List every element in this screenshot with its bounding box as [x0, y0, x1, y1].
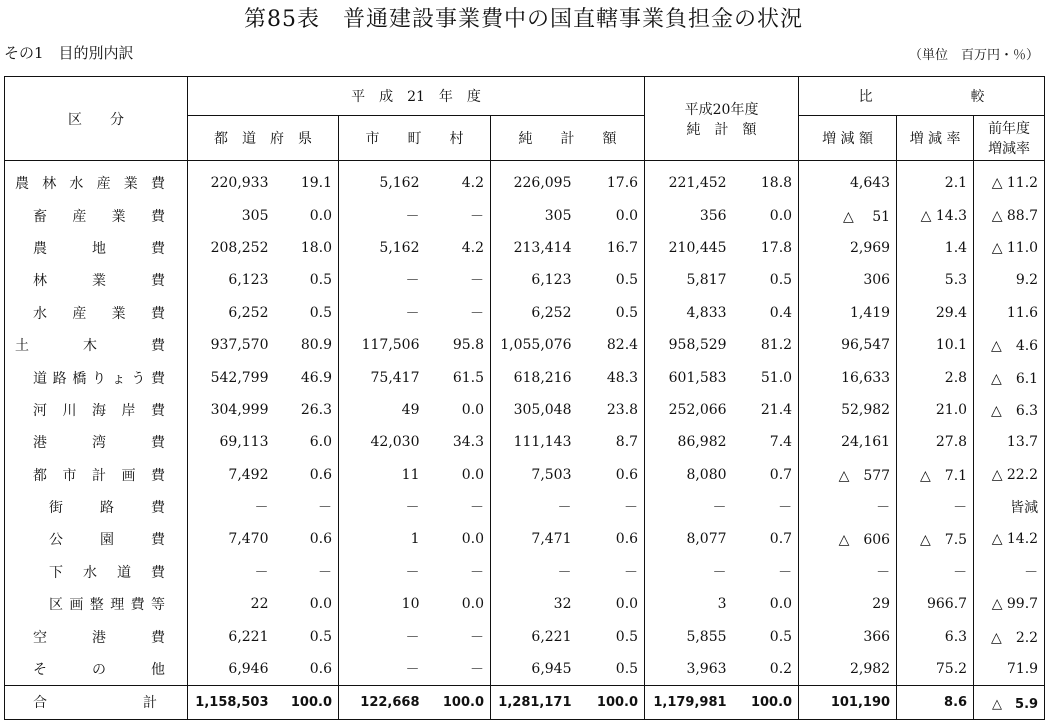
table-cell: 19.1 — [300, 175, 332, 192]
row-label — [5, 264, 188, 296]
row-label — [5, 588, 188, 620]
table-cell: 0.0 — [309, 596, 332, 613]
table-cell: 21.0 — [897, 394, 974, 426]
table-cell: 0.7 — [769, 466, 793, 483]
table-cell: － — [799, 556, 897, 588]
table-cell: － — [339, 556, 426, 588]
table-cell: 542,799 — [188, 361, 275, 393]
table-cell: 24,161 — [799, 426, 897, 458]
table-cell: － — [470, 500, 484, 517]
table-row — [5, 232, 1045, 264]
table-cell: － — [470, 564, 484, 581]
table-cell: 1 — [339, 523, 426, 555]
table-cell: 7,503 — [491, 459, 578, 491]
row-label-text: 都市計画費 — [33, 467, 165, 484]
data-table — [4, 76, 1045, 720]
table-cell: 0.5 — [309, 272, 332, 289]
table-row — [5, 329, 1045, 361]
row-label — [5, 459, 188, 491]
table-row — [5, 361, 1045, 393]
row-label — [5, 426, 188, 458]
header-zogen-ritsu: 増 減 率 — [897, 116, 974, 161]
table-cell: 10 — [339, 588, 426, 620]
row-label-text: 河川海岸費 — [33, 402, 165, 419]
table-cell: 0.0 — [309, 207, 332, 224]
table-row — [5, 199, 1045, 231]
table-cell: 122,668 — [339, 686, 426, 719]
table-cell: 27.8 — [897, 426, 974, 458]
row-label-text: 空港費 — [33, 629, 165, 646]
table-cell: 32 — [491, 588, 578, 620]
table-cell: 5,817 — [645, 264, 733, 296]
table-row — [5, 620, 1045, 652]
table-cell: 8,080 — [645, 459, 733, 491]
table-cell: 6,123 — [188, 264, 275, 296]
row-label — [5, 161, 188, 200]
table-cell: 2.8 — [897, 361, 974, 393]
table-cell: － — [470, 662, 484, 679]
table-cell: △ 14.2 — [974, 523, 1045, 555]
table-cell: 0.6 — [615, 466, 639, 483]
table-cell: 0.4 — [769, 304, 793, 321]
table-cell: 0.6 — [309, 531, 332, 548]
table-cell: 0.0 — [769, 207, 793, 224]
row-label — [5, 620, 188, 652]
table-cell: 6,252 — [491, 297, 578, 329]
header-todofuken: 都 道 府 県 — [188, 116, 339, 161]
table-cell: 304,999 — [188, 394, 275, 426]
table-cell: 10.1 — [897, 329, 974, 361]
table-cell: 3,963 — [645, 653, 733, 686]
table-cell: 220,933 — [188, 161, 275, 200]
table-cell: － — [339, 620, 426, 652]
table-row — [5, 556, 1045, 588]
table-cell: 6,945 — [491, 653, 578, 686]
table-cell: 210,445 — [645, 232, 733, 264]
row-label — [5, 361, 188, 393]
table-cell: △ 4.6 — [974, 329, 1045, 361]
header-shichoson: 市 町 村 — [339, 116, 491, 161]
table-cell: 0.5 — [615, 304, 639, 321]
row-label-text: 区画整理費等 — [49, 597, 165, 614]
table-cell: △ 2.2 — [974, 620, 1045, 652]
row-label — [5, 491, 188, 523]
header-h20-line2: 純 計 額 — [686, 121, 757, 138]
table-cell: 100.0 — [426, 686, 491, 719]
table-cell: 226,095 — [491, 161, 578, 200]
table-cell: 6,252 — [188, 297, 275, 329]
table-cell: 966.7 — [897, 588, 974, 620]
table-cell: 0.5 — [769, 628, 793, 645]
row-label-text: 畜産業費 — [33, 208, 165, 225]
table-cell: 5,162 — [339, 161, 426, 200]
table-cell: 18.0 — [300, 239, 332, 256]
table-cell: 96,547 — [799, 329, 897, 361]
table-cell: 305 — [188, 199, 275, 231]
header-hikaku: 比 較 — [799, 77, 1045, 116]
table-cell: 18.8 — [760, 175, 793, 192]
table-cell: 42,030 — [339, 426, 426, 458]
table-cell: 937,570 — [188, 329, 275, 361]
table-cell: 100.0 — [578, 686, 645, 719]
table-cell: － — [470, 305, 484, 322]
table-cell: 0.6 — [309, 466, 332, 483]
table-cell: 0.6 — [309, 661, 332, 678]
table-cell: △ 6.3 — [974, 394, 1045, 426]
table-cell: 8,077 — [645, 523, 733, 555]
table-cell: 0.5 — [309, 628, 332, 645]
table-cell: 29 — [799, 588, 897, 620]
row-label — [5, 394, 188, 426]
table-cell: － — [897, 491, 974, 523]
row-label — [5, 556, 188, 588]
table-cell: 117,506 — [339, 329, 426, 361]
table-cell: － — [339, 264, 426, 296]
row-label — [5, 232, 188, 264]
table-cell: 17.6 — [606, 175, 639, 192]
table-cell: △ 7.1 — [897, 459, 974, 491]
table-cell: － — [974, 556, 1045, 588]
table-cell: △ 51 — [799, 199, 897, 231]
table-cell: 23.8 — [606, 401, 639, 418]
table-cell: 52,982 — [799, 394, 897, 426]
table-cell: 0.5 — [615, 628, 639, 645]
table-cell: － — [799, 491, 897, 523]
table-cell: 1,055,076 — [491, 329, 578, 361]
table-cell: 366 — [799, 620, 897, 652]
table-cell: 3 — [645, 588, 733, 620]
table-cell: △ 6.1 — [974, 361, 1045, 393]
table-cell: 81.2 — [760, 337, 793, 354]
row-label-text: 農林水産業費 — [15, 176, 165, 193]
table-cell: 0.0 — [461, 596, 484, 613]
table-cell: 100.0 — [733, 686, 799, 719]
row-label-text: 港湾費 — [33, 435, 165, 452]
table-cell: 2.1 — [897, 161, 974, 200]
table-cell: 34.3 — [452, 434, 484, 451]
table-row — [5, 394, 1045, 426]
table-cell: 4.2 — [461, 175, 484, 192]
table-cell: △ 11.0 — [974, 232, 1045, 264]
header-kubun: 区 分 — [5, 77, 188, 161]
unit-note: （単位 百万円・％） — [908, 48, 1039, 63]
row-label — [5, 686, 188, 719]
row-label-text: 農地費 — [33, 240, 165, 257]
table-cell: － — [624, 564, 639, 581]
table-cell: 86,982 — [645, 426, 733, 458]
table-cell: 1,281,171 — [491, 686, 578, 719]
table-cell: 51.0 — [760, 369, 793, 386]
table-cell: － — [491, 556, 578, 588]
table-subtitle: その1 目的別内訳 — [4, 44, 134, 62]
table-cell: － — [188, 556, 275, 588]
table-cell: 601,583 — [645, 361, 733, 393]
table-cell: 17.8 — [760, 239, 793, 256]
table-cell: 69,113 — [188, 426, 275, 458]
table-cell: 1,419 — [799, 297, 897, 329]
table-row — [5, 297, 1045, 329]
table-cell: － — [470, 208, 484, 225]
table-cell: 0.2 — [769, 661, 793, 678]
header-h21: 平 成 21 年 度 — [188, 77, 645, 116]
row-label — [5, 653, 188, 686]
table-cell: 11 — [339, 459, 426, 491]
row-label-text: 街路費 — [49, 500, 165, 517]
table-cell: 7,470 — [188, 523, 275, 555]
header-zennendo-line2: 増減率 — [988, 141, 1031, 157]
table-cell: 16,633 — [799, 361, 897, 393]
row-label-text: その他 — [33, 662, 165, 679]
table-title: 第85表 普通建設事業費中の国直轄事業負担金の状況 — [244, 7, 803, 32]
table-cell: 82.4 — [606, 337, 639, 354]
table-cell: － — [318, 564, 332, 581]
table-cell: 356 — [645, 199, 733, 231]
table-cell: 111,143 — [491, 426, 578, 458]
table-cell: 618,216 — [491, 361, 578, 393]
table-cell: 1.4 — [897, 232, 974, 264]
table-cell: 0.7 — [769, 531, 793, 548]
table-cell: △ 7.5 — [897, 523, 974, 555]
table-cell: － — [339, 199, 426, 231]
table-cell: 16.7 — [606, 239, 639, 256]
table-cell: 6,123 — [491, 264, 578, 296]
table-cell: 49 — [339, 394, 426, 426]
table-cell: 0.0 — [615, 207, 639, 224]
table-cell: 101,190 — [799, 686, 897, 719]
table-cell: △ 11.2 — [974, 161, 1045, 200]
table-cell: 皆減 — [974, 491, 1045, 523]
table-cell: △ 99.7 — [974, 588, 1045, 620]
table-cell: － — [624, 500, 639, 517]
table-cell: 11.6 — [974, 297, 1045, 329]
table-cell: 0.5 — [615, 661, 639, 678]
table-cell: △ 577 — [799, 459, 897, 491]
table-cell: 71.9 — [974, 653, 1045, 686]
table-cell: 5,162 — [339, 232, 426, 264]
table-cell: － — [645, 491, 733, 523]
table-cell: 22 — [188, 588, 275, 620]
table-row — [5, 588, 1045, 620]
table-cell: 8.6 — [897, 686, 974, 719]
table-cell: 0.0 — [769, 596, 793, 613]
table-cell: 75.2 — [897, 653, 974, 686]
table-cell: － — [318, 500, 332, 517]
table-cell: 6.3 — [897, 620, 974, 652]
table-cell: 306 — [799, 264, 897, 296]
table-row — [5, 426, 1045, 458]
table-row — [5, 653, 1045, 686]
table-cell: － — [897, 556, 974, 588]
table-cell: － — [778, 500, 793, 517]
table-cell: 0.0 — [461, 531, 484, 548]
table-cell: 0.0 — [461, 466, 484, 483]
row-label — [5, 523, 188, 555]
table-cell: △ 606 — [799, 523, 897, 555]
table-cell: 13.7 — [974, 426, 1045, 458]
table-cell: － — [339, 491, 426, 523]
table-cell: 2,982 — [799, 653, 897, 686]
table-cell: 4,833 — [645, 297, 733, 329]
row-label-text: 林業費 — [33, 273, 165, 290]
table-cell: 7,492 — [188, 459, 275, 491]
table-row — [5, 264, 1045, 296]
table-row — [5, 161, 1045, 200]
table-cell: 0.5 — [615, 272, 639, 289]
row-label-text: 道路橋りょう費 — [33, 370, 165, 387]
table-cell: － — [491, 491, 578, 523]
row-label-text: 合 計 — [33, 695, 157, 712]
table-cell: 958,529 — [645, 329, 733, 361]
table-cell: 61.5 — [452, 369, 484, 386]
table-cell: － — [645, 556, 733, 588]
table-body — [5, 161, 1045, 720]
table-cell: 5,855 — [645, 620, 733, 652]
row-label-text: 公園費 — [49, 532, 165, 549]
row-label — [5, 329, 188, 361]
table-cell: 252,066 — [645, 394, 733, 426]
table-cell: 6,221 — [188, 620, 275, 652]
table-cell: 95.8 — [452, 337, 484, 354]
table-cell: 1,158,503 — [188, 686, 275, 719]
header-zennendo — [974, 116, 1045, 161]
table-cell: 8.7 — [615, 434, 639, 451]
table-cell: 46.9 — [300, 369, 332, 386]
row-label-text: 水産業費 — [33, 305, 165, 322]
table-cell: 7,471 — [491, 523, 578, 555]
table-row — [5, 459, 1045, 491]
table-row — [5, 523, 1045, 555]
table-cell: 29.4 — [897, 297, 974, 329]
row-label — [5, 297, 188, 329]
table-cell: 1,179,981 — [645, 686, 733, 719]
table-cell: － — [470, 273, 484, 290]
table-cell: 213,414 — [491, 232, 578, 264]
table-cell: 305,048 — [491, 394, 578, 426]
table-cell: 0.5 — [769, 272, 793, 289]
table-cell: 2,969 — [799, 232, 897, 264]
table-cell: △ 22.2 — [974, 459, 1045, 491]
table-cell: － — [339, 297, 426, 329]
table-cell: 305 — [491, 199, 578, 231]
table-cell: 0.6 — [615, 531, 639, 548]
table-cell: － — [778, 564, 793, 581]
table-cell: 0.0 — [615, 596, 639, 613]
table-cell: 208,252 — [188, 232, 275, 264]
table-cell: 21.4 — [760, 401, 793, 418]
table-cell: 6,946 — [188, 653, 275, 686]
table-cell: 7.4 — [769, 434, 793, 451]
table-cell: △ 88.7 — [974, 199, 1045, 231]
header-zogen-gaku: 増 減 額 — [799, 116, 897, 161]
table-cell: 0.5 — [309, 304, 332, 321]
header-h20-line1: 平成20年度 — [684, 101, 759, 118]
table-cell: 9.2 — [974, 264, 1045, 296]
table-cell: 6.0 — [309, 434, 332, 451]
table-cell: 6,221 — [491, 620, 578, 652]
table-row — [5, 491, 1045, 523]
table-cell: 26.3 — [300, 401, 332, 418]
table-cell: 75,417 — [339, 361, 426, 393]
table-cell: － — [470, 629, 484, 646]
row-label-text: 土木費 — [15, 338, 165, 355]
table-cell: 4.2 — [461, 239, 484, 256]
header-zennendo-line1: 前年度 — [988, 121, 1031, 137]
table-cell: 100.0 — [275, 686, 339, 719]
table-cell: － — [339, 653, 426, 686]
table-cell: 48.3 — [606, 369, 639, 386]
table-cell: － — [188, 491, 275, 523]
row-label-text: 下水道費 — [49, 564, 165, 581]
row-label — [5, 199, 188, 231]
table-cell: △ 5.9 — [974, 686, 1045, 719]
header-h20 — [645, 77, 799, 161]
total-row — [5, 686, 1045, 719]
table-cell: 221,452 — [645, 161, 733, 200]
table-cell: 4,643 — [799, 161, 897, 200]
table-cell: 0.0 — [461, 401, 484, 418]
table-cell: 80.9 — [300, 337, 332, 354]
header-junkei: 純 計 額 — [491, 116, 645, 161]
table-cell: 5.3 — [897, 264, 974, 296]
table-cell: △ 14.3 — [897, 199, 974, 231]
